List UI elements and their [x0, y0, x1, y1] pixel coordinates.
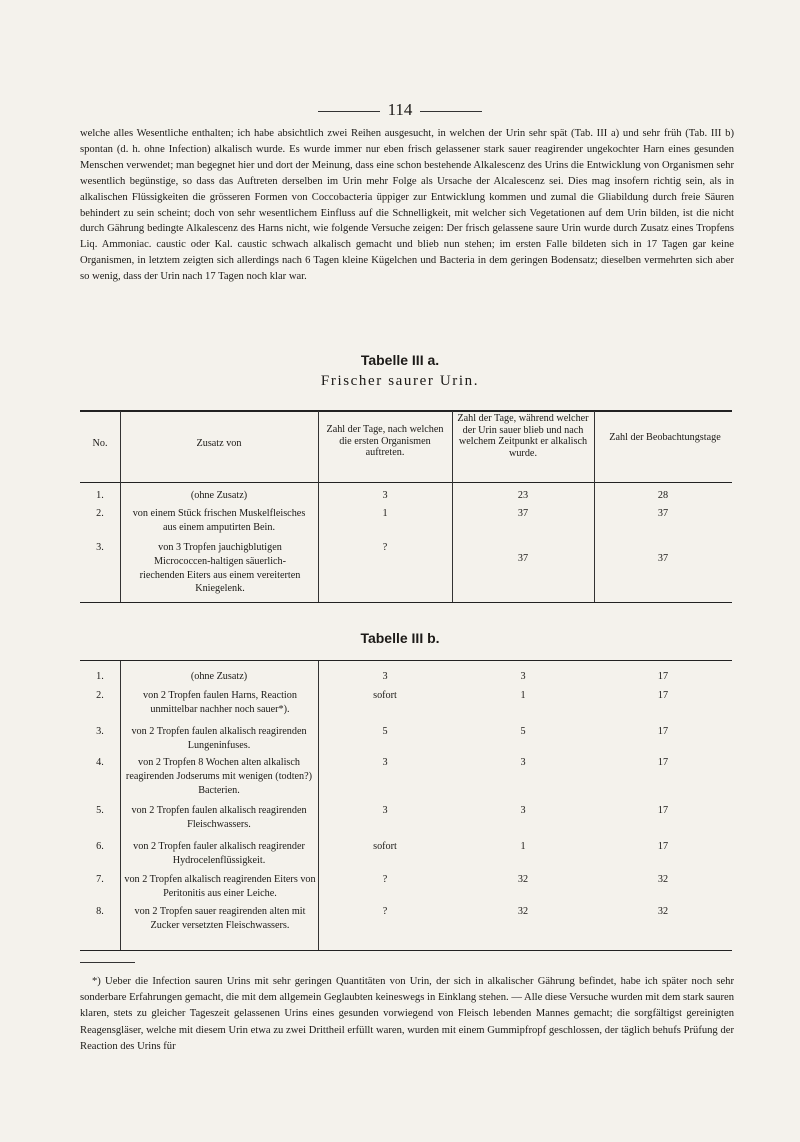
header-no: No.	[92, 438, 108, 449]
table-b-row2-sauer: 1	[520, 690, 526, 701]
table-b-top-rule	[80, 660, 732, 661]
table-b-row4-no: 4.	[96, 757, 104, 768]
table-b-row6-sauer: 1	[520, 841, 526, 852]
table-b-row1-beob: 17	[657, 671, 669, 682]
table-b-row7-no: 7.	[96, 874, 104, 885]
header-zusatz: Zusatz von	[196, 438, 242, 449]
table-b-row1-sauer: 3	[520, 671, 526, 682]
table-b-row7-org: ?	[382, 874, 388, 885]
table-a-row3-no: 3.	[96, 542, 104, 553]
table-b-row3-no: 3.	[96, 726, 104, 737]
table-a-subtitle: Frischer saurer Urin.	[320, 373, 480, 389]
table-b-row4-beob: 17	[657, 757, 669, 768]
table-b-row1-org: 3	[382, 671, 388, 682]
table-b-bottom-rule	[80, 950, 732, 951]
header-beobachtungstage: Zahl der Beobachtungstage	[609, 432, 721, 443]
table-a-caption: Tabelle III a.	[360, 352, 440, 368]
table-a-row1-sauer: 23	[517, 490, 529, 501]
table-a-row3-org: ?	[382, 542, 388, 553]
table-b-row8-zusatz: von 2 Tropfen sauer reagirenden alten mit Zucker versetzten Fleischwassers.	[134, 906, 306, 931]
table-a-row3-zusatz: von 3 Tropfen jauchigblutigen Micrococcen-haltigen säuerlich-riechenden Eiters aus einem vereiterten Kniegelenk.	[139, 542, 301, 595]
table-b-row2-org: sofort	[373, 690, 397, 701]
table-b-row8-beob: 32	[657, 906, 669, 917]
table-b-row1-no: 1.	[96, 671, 104, 682]
header-tage-sauer: Zahl der Tage, während welcher der Urin sauer blieb und nach welchem Zeitpunkt er alkalisch wurde.	[457, 413, 589, 459]
table-b-row8-org: ?	[382, 906, 388, 917]
table-b-row5-sauer: 3	[520, 805, 526, 816]
table-b-row7-zusatz: von 2 Tropfen alkalisch reagirenden Eiters von Peritonitis aus einer Leiche.	[124, 874, 316, 899]
table-b-row5-beob: 17	[657, 805, 669, 816]
table-b-row8-sauer: 32	[517, 906, 529, 917]
table-b-row5-no: 5.	[96, 805, 104, 816]
table-b-row6-beob: 17	[657, 841, 669, 852]
table-b-row3-sauer: 5	[520, 726, 526, 737]
table-a-row2-org: 1	[382, 508, 388, 519]
table-b-row6-zusatz: von 2 Tropfen fauler alkalisch reagirender Hydrocelenflüssigkeit.	[133, 841, 305, 866]
table-b-row3-zusatz: von 2 Tropfen faulen alkalisch reagirenden Lungeninfuses.	[131, 726, 307, 751]
table-b-row5-zusatz: von 2 Tropfen faulen alkalisch reagirenden Fleischwassers.	[131, 805, 307, 830]
table-a-row2-sauer: 37	[517, 508, 529, 519]
table-b-row1-zusatz: (ohne Zusatz)	[190, 671, 248, 682]
table-b-row4-zusatz: von 2 Tropfen 8 Wochen alten alkalisch reagirenden Jodserums mit wenigen (todten?) Bacterien.	[125, 757, 313, 796]
table-b-row7-sauer: 32	[517, 874, 529, 885]
table-b-row8-no: 8.	[96, 906, 104, 917]
table-a-row1-zusatz: (ohne Zusatz)	[190, 490, 248, 501]
table-b-row6-org: sofort	[373, 841, 397, 852]
table-a-row2-beob: 37	[657, 508, 669, 519]
table-a-row1-no: 1.	[96, 490, 104, 501]
table-a-row3-beob: 37	[657, 553, 669, 564]
table-b-caption: Tabelle III b.	[360, 630, 440, 646]
table-a-row1-org: 3	[382, 490, 388, 501]
table-b-row3-org: 5	[382, 726, 388, 737]
header-tage-organismen: Zahl der Tage, nach welchen die ersten Organismen auftreten.	[326, 424, 444, 459]
table-b-row3-beob: 17	[657, 726, 669, 737]
table-b-row2-no: 2.	[96, 690, 104, 701]
intro-paragraph: welche alles Wesentliche enthalten; ich habe absichtlich zwei Reihen ausgesucht, in welchen der Urin sehr spät (Tab. III a) und sehr früh (Tab. III b) spontan (d. h. ohne Infection) alkalisch wurde. Es wurde immer nur eben frisch gelassener stark sauer reagirender ungekochter Harn eines gesunden Menschen verwendet; man begegnet hier und dort der Meinung, dass eine schon bestehende Alkalescenz des Urins die Entwicklung von Organismen sehr wesentlich begünstige, so dass das Auftreten derselben im Urin mehr Folge als Ursache der Alcalescenz sei. Dies mag insofern richtig sein, als in alkalischen Flüssigkeiten die grösseren Formen von Coccobacteria üppiger zur Entwicklung kommen und zumal die Gliabildung durch freie Säuren behindert zu sein scheint; doch von sehr wesentlichem Einfluss auf die Schnelligkeit, mit welcher sich Vegetationen auf dem Urin bilden, ist die nicht durch Gährung bedingte Alkalescenz des Harns nicht, wie folgende Versuche zeigen: Der frisch gelassene saure Urin wurde durch Zusatz eines Tropfens Liq. Ammoniac. caustic oder Kal. caustic schwach alkalisch gemacht und blieb nun stehen; im ersten Falle bildeten sich in 17 Tagen gar keine Organismen, in letztem zeigten sich allerdings nach 6 Tagen kleine Kügelchen und Bacteria in dem geringen Bodensatz; dieselben vermehrten sich aber so wenig, dass der Urin nach 17 Tagen noch klar war.	[80, 128, 734, 283]
footnote-rule	[80, 962, 135, 963]
table-b-row2-zusatz: von 2 Tropfen faulen Harns, Reaction unmittelbar nachher noch sauer*).	[143, 690, 297, 715]
table-a-header-rule	[80, 482, 732, 483]
table-a-row1-beob: 28	[657, 490, 669, 501]
table-b-row4-sauer: 3	[520, 757, 526, 768]
footnote: *) Ueber die Infection sauren Urins mit sehr geringen Quantitäten von Urin, der sich in alkalischer Gährung befindet, habe ich später noch sehr sonderbare Erfahrungen gemacht, die mit dem allgemein Geglaubten keineswegs in Einklang stehen. — Alle diese Versuche wurden mit dem stark sauren klaren, stets zu gleicher Tageszeit gelassenen Urins eines gesunden vorwiegend von Fleisch lebenden Mannes gemacht; die sorgfältigst gereinigten Reagensgläser, welche mit diesem Urin etwa zu zwei Drittheil erfüllt waren, wurden mit einem Gummipfropf geschlossen, der täglich behufs Prüfung der Reaction des Urins für	[80, 976, 734, 1052]
table-b-row4-org: 3	[382, 757, 388, 768]
table-a-bottom-rule	[80, 602, 732, 603]
table-a-top-rule	[80, 410, 732, 412]
table-b-row7-beob: 32	[657, 874, 669, 885]
page-number: 114	[0, 100, 800, 120]
table-b-row5-org: 3	[382, 805, 388, 816]
table-a-row3-sauer: 37	[517, 553, 529, 564]
table-a-row2-no: 2.	[96, 508, 104, 519]
table-b-row2-beob: 17	[657, 690, 669, 701]
table-a-row2-zusatz: von einem Stück frischen Muskelfleisches aus einem amputirten Bein.	[132, 508, 306, 533]
table-b-row6-no: 6.	[96, 841, 104, 852]
